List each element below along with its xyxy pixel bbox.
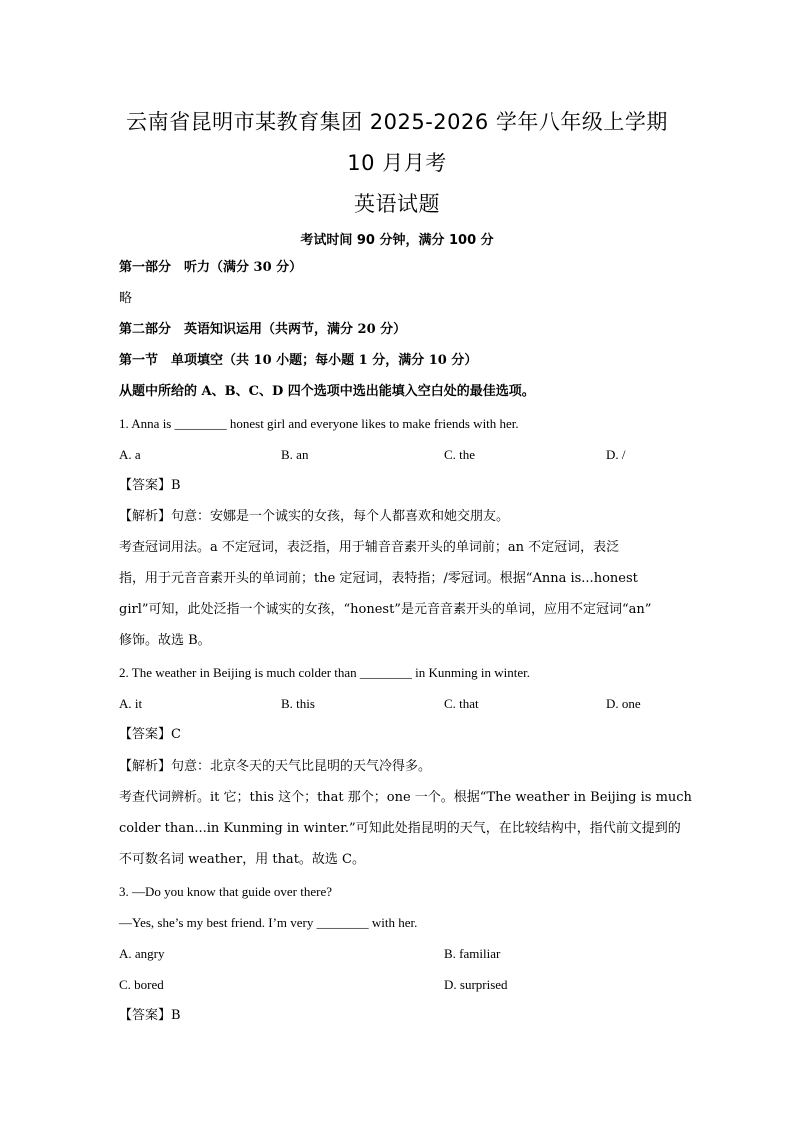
q2-analysis-line: colder than...in Kunming in winter.”可知此处指昆明的天气，在比较结构中，指代前文提到的 — [119, 821, 681, 836]
q2-option-c: C. that — [444, 696, 479, 711]
q3-option-d: D. surprised — [444, 977, 508, 992]
q2-answer: 【答案】C — [119, 727, 181, 742]
exam-info: 考试时间 90 分钟，满分 100 分 — [300, 233, 494, 248]
q1-option-b: B. an — [281, 447, 309, 462]
q1-stem: 1. Anna is ________ honest girl and everyone likes to make friends with her. — [119, 416, 519, 431]
q1-analysis-line: 【解析】句意：安娜是一个诚实的女孩，每个人都喜欢和她交朋友。 — [119, 509, 510, 524]
q1-analysis-line: 修饰。故选 B。 — [119, 633, 211, 648]
q3-option-c: C. bored — [119, 977, 164, 992]
q1-option-c: C. the — [444, 447, 476, 462]
q2-option-a: A. it — [119, 696, 143, 711]
part2-heading: 第二部分 英语知识运用（共两节，满分 20 分） — [119, 322, 407, 337]
part1-heading: 第一部分 听力（满分 30 分） — [119, 260, 303, 275]
q3-stem-line-2: —Yes, she’s my best friend. I’m very ________ with her. — [119, 915, 418, 930]
title-line-1: 云南省昆明市某教育集团 2025-2026 学年八年级上学期 — [126, 110, 668, 134]
instruction: 从题中所给的 A、B、C、D 四个选项中选出能填入空白处的最佳选项。 — [119, 384, 535, 399]
q2-option-b: B. this — [281, 696, 315, 711]
q1-analysis-line: 考查冠词用法。a 不定冠词，表泛指，用于辅音音素开头的单词前；an 不定冠词，表泛 — [119, 540, 620, 555]
q3-stem-line-1: 3. —Do you know that guide over there? — [119, 884, 333, 899]
section1-heading: 第一节 单项填空（共 10 小题；每小题 1 分，满分 10 分） — [119, 353, 478, 368]
q2-analysis-line: 不可数名词 weather，用 that。故选 C。 — [119, 852, 365, 867]
q1-analysis-line: 指，用于元音音素开头的单词前；the 定冠词，表特指；/零冠词。根据“Anna is...honest — [119, 571, 638, 586]
q1-answer: 【答案】B — [119, 478, 181, 493]
q1-analysis-line: girl”可知，此处泛指一个诚实的女孩，“honest”是元音音素开头的单词，应用不定冠词“an” — [119, 602, 652, 617]
q2-option-d: D. one — [606, 696, 641, 711]
q2-analysis-line: 【解析】句意：北京冬天的天气比昆明的天气冷得多。 — [119, 759, 432, 774]
q3-answer: 【答案】B — [119, 1008, 181, 1023]
q3-option-b: B. familiar — [444, 946, 501, 961]
q2-analysis-line: 考查代词辨析。it 它；this 这个；that 那个；one 一个。根据“The weather in Beijing is much — [119, 790, 692, 805]
q1-option-a: A. a — [119, 447, 141, 462]
title-line-3: 英语试题 — [354, 192, 440, 216]
part1-content: 略 — [119, 291, 133, 306]
q3-option-a: A. angry — [119, 946, 165, 961]
q2-stem: 2. The weather in Beijing is much colder than ________ in Kunming in winter. — [119, 665, 530, 680]
title-line-2: 10 月月考 — [347, 151, 447, 175]
q1-option-d: D. / — [606, 447, 626, 462]
